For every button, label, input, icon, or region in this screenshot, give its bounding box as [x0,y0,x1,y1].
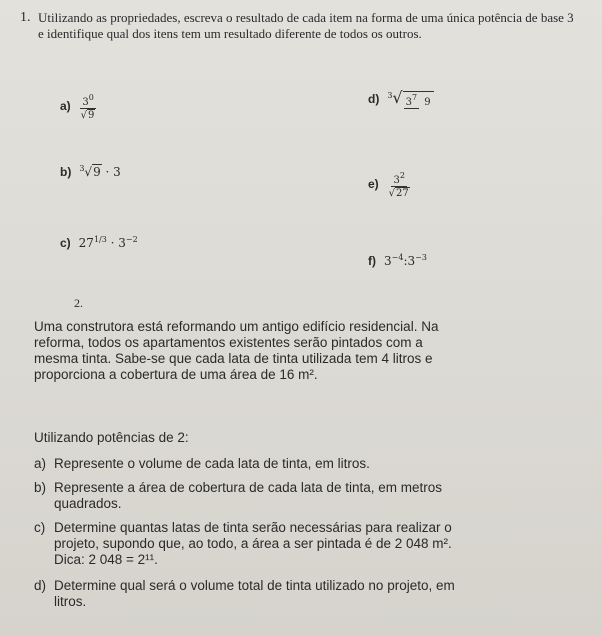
item-1b-label: b) [60,165,72,179]
item-1c-expression: $27^{1/3} \cdot 3^{-2}$ [78,235,138,250]
item-1b-expression: $^3$√9 · 3 [79,164,121,179]
item-1f-label: f) [368,254,376,268]
question-1-number: 1. [20,10,31,25]
question-2-prompt: Utilizando potências de 2: [34,430,189,445]
question-2-number: 2. [74,296,83,310]
item-1d [368,88,434,108]
item-1b [60,163,121,181]
item-1f [368,252,427,270]
item-1d-label: d) [368,92,380,106]
item-1a-label: a) [60,99,71,114]
worksheet-page: 1. Utilizando as propriedades, escreva o resultado de cada item na forma de uma única potência de base 3 e identifique qual dos itens tem um resultado diferente de todos os outros. a) $\frac{3^0}{√9}$ d) $^3$√ $3^7$ 9 b) $^3$√9 · 3 e) $\frac{3^2}{√27}$ c) $27^{1/3} \cdot 3^{-2}$ f) $3^{-4}:3^{-3}$ 2. Uma construtora está reformando um antigo edifício residencial. Na reforma, todos os apartamentos existentes serão pintados com a mesma tinta. Sabe-se que cada lata de tinta utilizada tem 4 litros e proporciona a cobertura de uma área de 16 m². Utilizando potências de 2: a) Represente o volume de cada lata de tinta, em litros. b) Represente a área de cobertura de cada lata de tinta, em metros quadrados. c) Determine quantas latas de tinta serão necessárias para realizar o projeto, supondo que, ao todo, a área a ser pintada é de 2 048 m². Dica: 2 048 = 2¹¹. d) Determine qual será o volume total de tinta utilizado no projeto, em litros. [0,0,602,636]
item-1c [60,234,138,252]
item-1e-expression: $\frac{3^2}{√27}$ [388,171,409,199]
item-1d-expression: $^3$√ $3^7$ 9 [387,92,433,106]
item-1a-expression: $\frac{3^0}{√9}$ [80,93,95,121]
question-1-statement: Utilizando as propriedades, escreva o resultado de cada item na forma de uma única potência de base 3 e identifique qual dos itens tem um resultado diferente de todos os outros. [38,10,574,41]
item-1e [368,170,412,199]
item-1f-expression: $3^{-4}:3^{-3}$ [384,253,427,268]
item-1a [60,92,97,121]
question-2-intro: Uma construtora está reformando um antigo edifício residencial. Na reforma, todos os apartamentos existentes serão pintados com a mesma tinta. Sabe-se que cada lata de tinta utilizada tem 4 litros e proporciona a cobertura de uma área de 16 m². [34,319,439,382]
item-1c-label: c) [60,236,71,250]
item-1e-label: e) [368,177,379,192]
